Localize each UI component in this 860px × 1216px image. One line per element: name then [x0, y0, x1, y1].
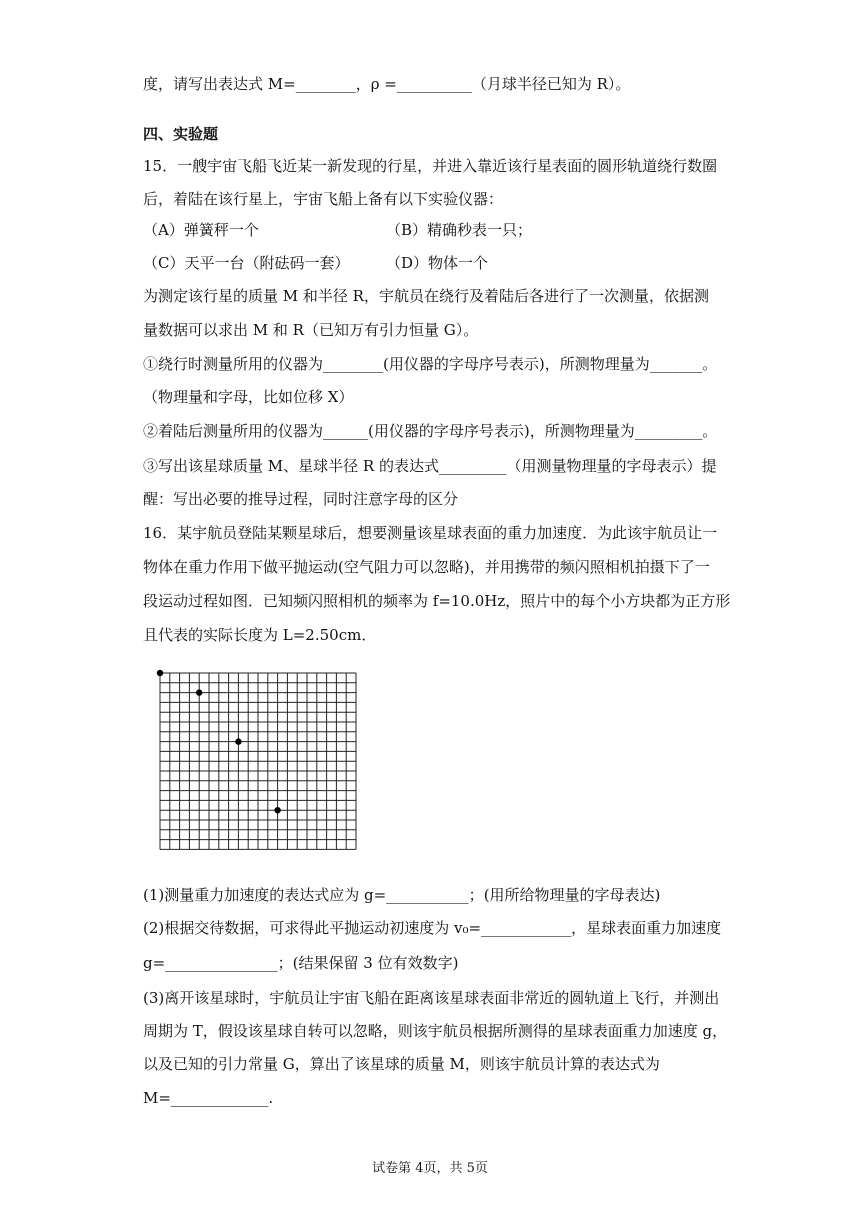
option-c: （C）天平一台（附砝码一套）: [143, 254, 350, 272]
question-15-line: 为测定该行星的质量 M 和半径 R，宇航员在绕行及着陆后各进行了一次测量，依据测: [143, 287, 709, 305]
option-d: （D）物体一个: [386, 254, 489, 272]
question-16-part-2: (2)根据交待数据，可求得此平抛运动初速度为 v₀=____________，星球表面重力加速度: [143, 919, 722, 937]
sub-question-3: ③写出该星球质量 M、星球半径 R 的表达式_________（用测量物理量的字母表示）提: [143, 457, 717, 475]
sub-question-3-note: 醒：写出必要的推导过程，同时注意字母的区分: [143, 490, 459, 508]
question-16-part-2: g=_______________；(结果保留 3 位有效数字): [143, 954, 459, 972]
section-heading: 四、实验题: [143, 125, 219, 143]
question-15-line: 量数据可以求出 M 和 R（已知万有引力恒量 G）。: [143, 321, 479, 339]
sub-question-1-note: （物理量和字母，比如位移 X）: [143, 388, 354, 406]
question-16-part-3: 以及已知的引力常量 G，算出了该星球的质量 M，则该宇航员计算的表达式为: [143, 1055, 660, 1073]
strobe-dot: [274, 807, 280, 813]
question-16-line: 物体在重力作用下做平抛运动(空气阻力可以忽略)，并用携带的频闪照相机拍摄下了一: [143, 558, 710, 576]
question-16-part-1: (1)测量重力加速度的表达式应为 g=___________；(用所给物理量的字母表达): [143, 886, 661, 904]
sub-question-1: ①绕行时测量所用的仪器为________(用仪器的字母序号表示)，所测物理量为_______。: [143, 355, 718, 373]
question-16-line: 且代表的实际长度为 L=2.50cm．: [143, 626, 377, 644]
page-footer: 试卷第 4页，共 5页: [372, 1161, 488, 1176]
sub-question-2: ②着陆后测量所用的仪器为______(用仪器的字母序号表示)，所测物理量为_________。: [143, 422, 718, 440]
question-16-part-3: 周期为 T，假设该星球自转可以忽略，则该宇航员根据所测得的星球表面重力加速度 g，: [143, 1022, 728, 1040]
question-15-line: 15．一艘宇宙飞船飞近某一新发现的行星，并进入靠近该行星表面的圆形轨道绕行数圈: [143, 157, 718, 175]
question-15-line: 后，着陆在该行星上，宇宙飞船上备有以下实验仪器：: [143, 190, 504, 208]
question-16-part-3: M=_____________.: [143, 1089, 274, 1107]
question-16-line: 16．某宇航员登陆某颗星球后，想要测量该星球表面的重力加速度．为此该宇航员让一: [143, 524, 718, 542]
question-16-line: 段运动过程如图．已知频闪照相机的频率为 f=10.0Hz，照片中的每个小方块都为正方形: [143, 592, 731, 610]
strobe-dot: [157, 670, 163, 676]
strobe-photo-grid: [155, 668, 360, 858]
question-16-part-3: (3)离开该星球时，宇航员让宇宙飞船在距离该星球表面非常近的圆轨道上飞行，并测出: [143, 989, 720, 1007]
text-line: 度，请写出表达式 M=________，ρ =__________（月球半径已知为 R）。: [143, 75, 631, 93]
option-b: （B）精确秒表一只；: [386, 221, 533, 239]
option-a: （A）弹簧秤一个: [143, 221, 259, 239]
strobe-dot: [196, 689, 202, 695]
strobe-dot: [235, 738, 241, 744]
